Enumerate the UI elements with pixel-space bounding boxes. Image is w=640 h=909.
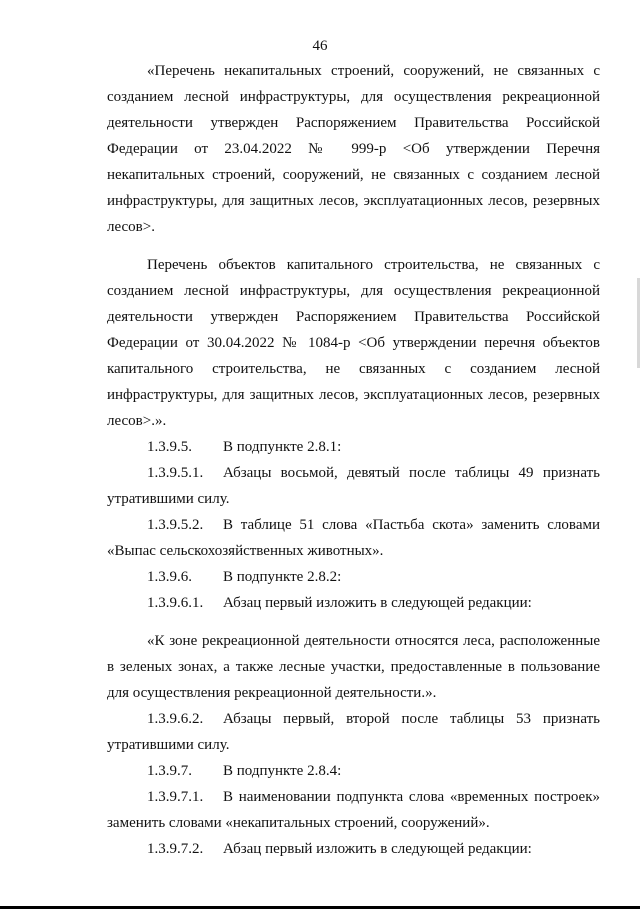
item-1-3-9-7-1 <box>107 784 600 836</box>
item-number: 1.3.9.6.1. <box>147 595 204 611</box>
item-number: 1.3.9.7.1. <box>147 789 204 805</box>
item-number: 1.3.9.5. <box>147 439 192 455</box>
item-1-3-9-7-2 <box>107 836 600 862</box>
paragraph-list-capital: Перечень объектов капитального строительства, не связанных с созданием лесной инфраструктуры, для осуществления рекреационной деятельности утвержден Распоряжением Правительства Российской Федерации от 30.04.2022 № 1084-р <Об утверждении перечня объектов капитального строительства, не связанных с созданием лесной инфраструктуры, для защитных лесов, эксплуатационных лесов, резервных лесов>.». <box>107 257 600 429</box>
item-text: В подпункте 2.8.1: <box>223 439 342 455</box>
item-text: В подпункте 2.8.4: <box>223 763 342 779</box>
item-1-3-9-5 <box>107 434 600 460</box>
page-number: 46 <box>312 38 328 54</box>
item-text: В подпункте 2.8.2: <box>223 569 342 585</box>
document-body <box>107 58 600 862</box>
item-text: Абзац первый изложить в следующей редакции: <box>223 595 532 611</box>
item-text: В таблице 51 слова «Пастьба скота» заменить словами «Выпас сельскохозяйственных животных». <box>107 517 600 559</box>
item-1-3-9-6 <box>107 564 600 590</box>
item-1-3-9-6-1 <box>107 590 600 616</box>
item-1-3-9-6-2 <box>107 706 600 758</box>
item-text: Абзацы первый, второй после таблицы 53 признать утратившими силу. <box>107 711 600 753</box>
item-number: 1.3.9.6.2. <box>147 711 204 727</box>
item-number: 1.3.9.5.1. <box>147 465 204 481</box>
item-number: 1.3.9.6. <box>147 569 192 585</box>
item-1-3-9-7 <box>107 758 600 784</box>
quoted-paragraph-recreation-zone: «К зоне рекреационной деятельности относятся леса, расположенные в зеленых зонах, а также лесные участки, предоставленные в пользование для осуществления рекреационной деятельности.». <box>107 633 600 701</box>
item-number: 1.3.9.7.2. <box>147 841 204 857</box>
paragraph-list-noncapital: «Перечень некапитальных строений, сооружений, не связанных с созданием лесной инфраструктуры, для осуществления рекреационной деятельности утвержден Распоряжением Правительства Российской Федерации от 23.04.2022 № 999-р <Об утверждении Перечня некапитальных строений, сооружений, не связанных с созданием лесной инфраструктуры, для защитных лесов, эксплуатационных лесов, резервных лесов>. <box>107 63 600 235</box>
item-1-3-9-5-2 <box>107 512 600 564</box>
item-text: Абзацы восьмой, девятый после таблицы 49 признать утратившими силу. <box>107 465 600 507</box>
item-1-3-9-5-1 <box>107 460 600 512</box>
item-text: Абзац первый изложить в следующей редакции: <box>223 841 532 857</box>
item-number: 1.3.9.5.2. <box>147 517 204 533</box>
item-number: 1.3.9.7. <box>147 763 192 779</box>
item-text: В наименовании подпункта слова «временных построек» заменить словами «некапитальных строений, сооружений». <box>107 789 600 831</box>
